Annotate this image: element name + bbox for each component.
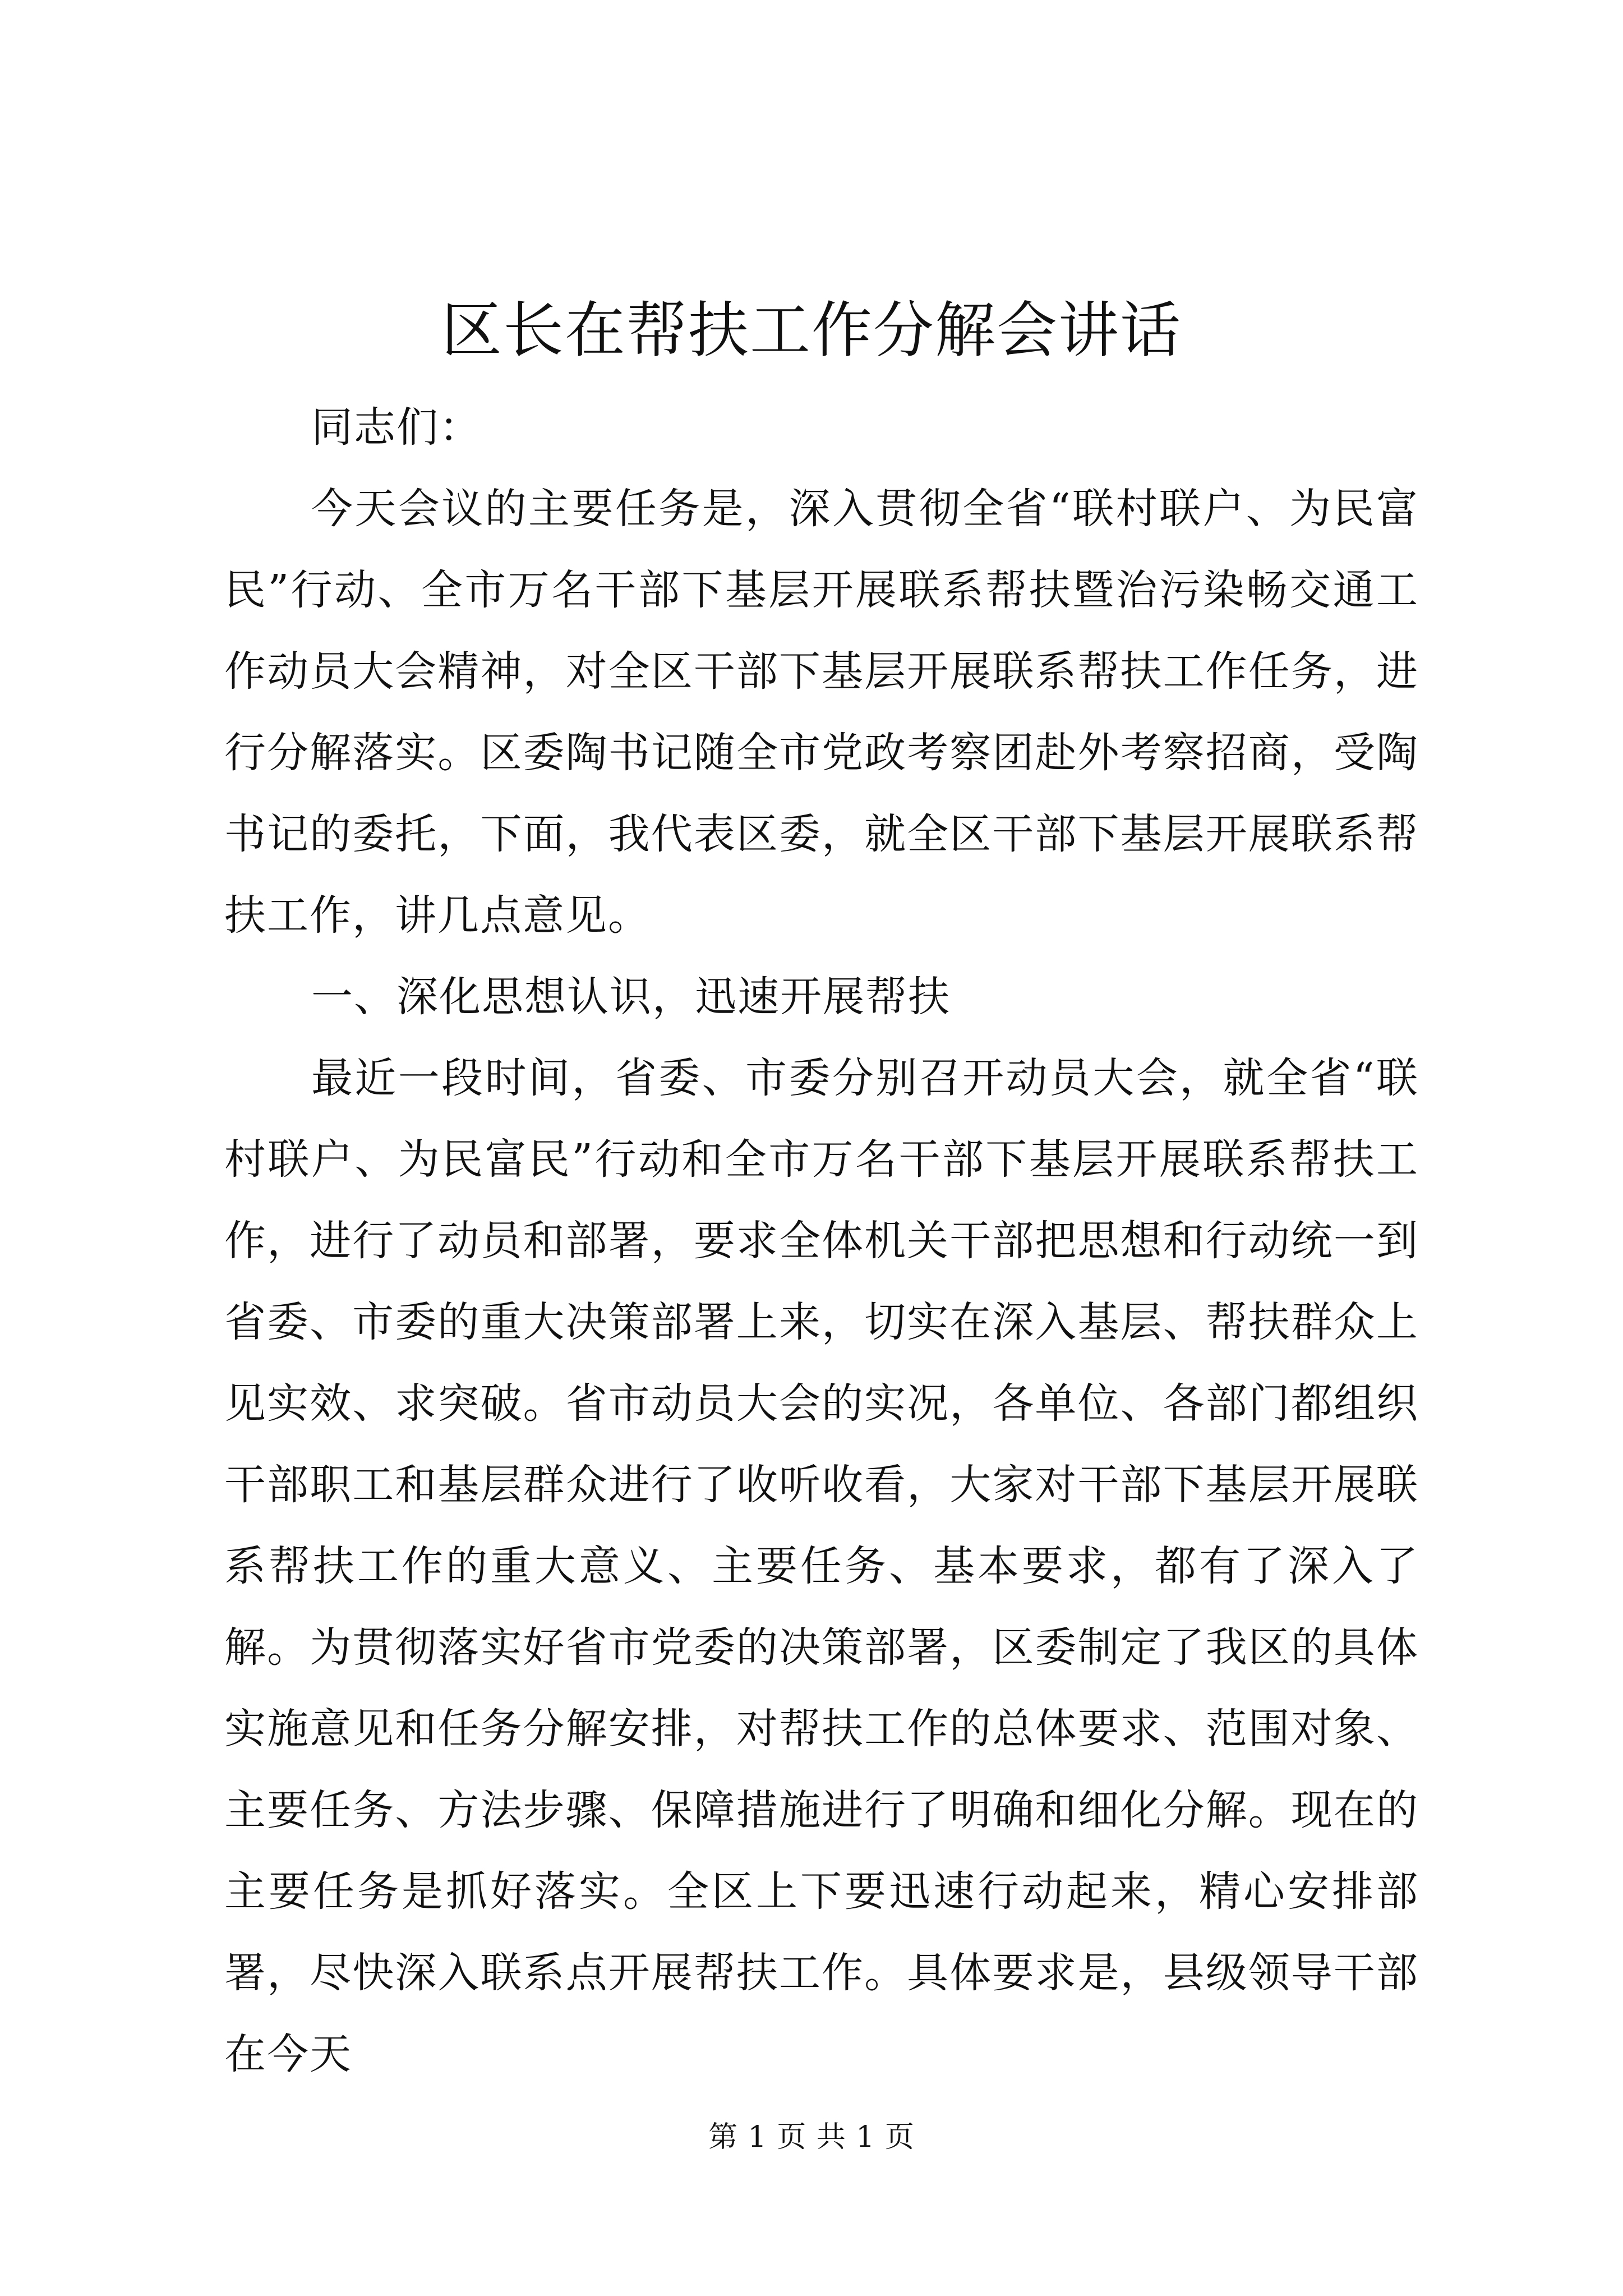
- page-footer: 第 1 页 共 1 页: [708, 2120, 915, 2154]
- document-title: 区长在帮扶工作分解会讲话: [441, 296, 1182, 366]
- salutation-paragraph: 同志们：: [311, 403, 482, 452]
- section-heading: 一、深化思想认识，迅速开展帮扶: [311, 973, 951, 1021]
- section-body-paragraph: 最近一段时间，省委、市委分别召开动员大会，就全省“联村联户、为民富民”行动和全市万名干部下基层开展联系帮扶工作，进行了动员和部署，要求全体机关干部把思想和行动统一到省委、市委的重大决策部署上来，切实在深入基层、帮扶群众上见实效、求突破。省市动员大会的实况，各单位、各部门都组织干部职工和基层群众进行了收听收看，大家对干部下基层开展联系帮扶工作的重大意义、主要任务、基本要求，都有了深入了解。为贯彻落实好省市党委的决策部署，区委制定了我区的具体实施意见和任务分解安排，对帮扶工作的总体要求、范围对象、主要任务、方法步骤、保障措施进行了明确和细化分解。现在的主要任务是抓好落实。全区上下要迅速行动起来，精心安排部署，尽快深入联系点开展帮扶工作。具体要求是，县级领导干部在今天: [224, 1054, 1419, 2078]
- document-body: [224, 387, 1419, 2095]
- intro-paragraph: 今天会议的主要任务是，深入贯彻全省“联村联户、为民富民”行动、全市万名干部下基层开展联系帮扶暨治污染畅交通工作动员大会精神，对全区干部下基层开展联系帮扶工作任务，进行分解落实。区委陶书记随全市党政考察团赴外考察招商，受陶书记的委托，下面，我代表区委，就全区干部下基层开展联系帮扶工作，讲几点意见。: [224, 485, 1419, 940]
